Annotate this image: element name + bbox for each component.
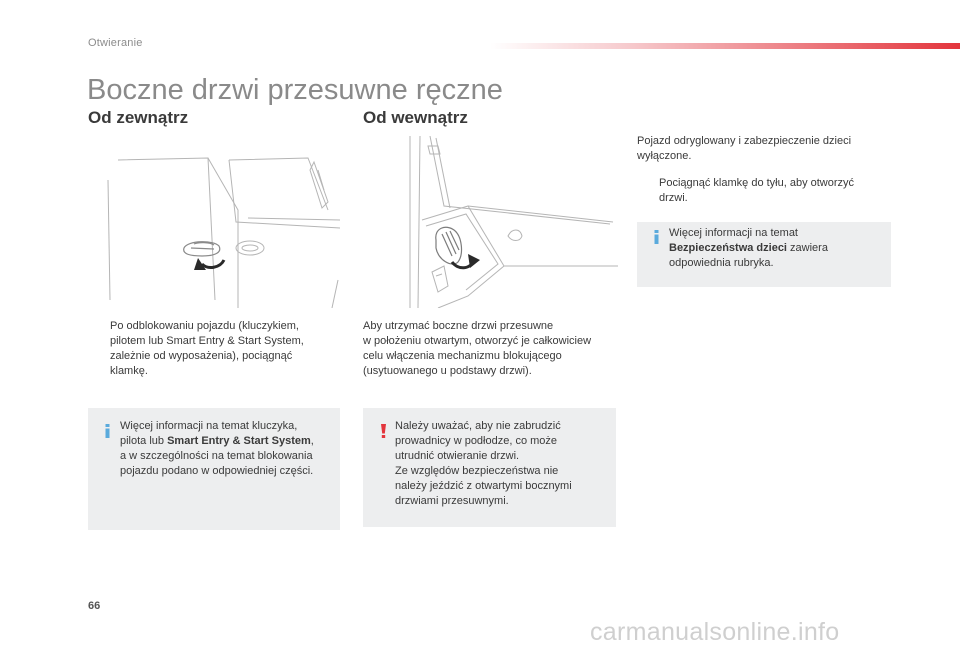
interior-door-handle-illustration bbox=[408, 136, 618, 308]
warning-icon bbox=[378, 424, 390, 438]
info-line: Więcej informacji na temat bbox=[669, 227, 798, 239]
left-bullet-line: Po odblokowaniu pojazdu (kluczykiem, bbox=[110, 320, 299, 332]
paragraph-line: celu włączenia mechanizmu blokującego bbox=[363, 350, 562, 362]
left-bullet-line: zależnie od wyposażenia), pociągnąć bbox=[110, 350, 293, 362]
info-bold-term: Bezpieczeństwa dzieci bbox=[669, 242, 787, 254]
info-line: , bbox=[310, 435, 314, 447]
left-bullet-line: klamkę. bbox=[110, 365, 148, 377]
info-line: pilota lub bbox=[120, 435, 168, 447]
info-bold-term: Smart Entry & Start System bbox=[167, 435, 311, 447]
info-icon bbox=[652, 230, 664, 244]
header-accent-bar bbox=[490, 43, 960, 49]
info-line: odpowiednia rubryka. bbox=[669, 257, 774, 269]
intro-line: Pojazd odryglowany i zabezpieczenie dzieci bbox=[637, 135, 852, 147]
info-line: zawiera bbox=[787, 242, 828, 254]
paragraph-line: Aby utrzymać boczne drzwi przesuwne bbox=[363, 320, 554, 332]
right-intro bbox=[637, 134, 892, 164]
intro-line: wyłączone. bbox=[637, 150, 692, 162]
info-line: a w szczególności na temat blokowania bbox=[120, 450, 313, 462]
info-icon bbox=[103, 424, 115, 438]
warning-line: prowadnicy w podłodze, co może bbox=[395, 435, 558, 447]
info-line: pojazdu podano w odpowiedniej części. bbox=[120, 465, 314, 477]
warning-line: utrudnić otwieranie drzwi. bbox=[395, 450, 520, 462]
left-bullet-line: pilotem lub Smart Entry & Start System, bbox=[110, 335, 304, 347]
info-box-child-safety bbox=[637, 222, 891, 287]
heading-outside: Od zewnątrz bbox=[88, 108, 189, 127]
warning-line: Należy uważać, aby nie zabrudzić bbox=[395, 420, 561, 432]
warning-line: drzwiami przesuwnymi. bbox=[395, 495, 509, 507]
warning-box bbox=[363, 408, 616, 527]
right-bullet-line: Pociągnąć klamkę do tyłu, aby otworzyć bbox=[659, 177, 855, 189]
info-line: Więcej informacji na temat kluczyka, bbox=[120, 420, 298, 432]
paragraph-line: (usytuowanego u podstawy drzwi). bbox=[363, 365, 532, 377]
info-box-key bbox=[88, 408, 340, 530]
heading-inside: Od wewnątrz bbox=[363, 108, 468, 127]
right-bullet-line: drzwi. bbox=[659, 192, 688, 204]
section-label: Otwieranie bbox=[88, 37, 143, 49]
watermark: carmanualsonline.info bbox=[590, 618, 840, 646]
paragraph-line: w położeniu otwartym, otworzyć je całkowiciew bbox=[363, 335, 592, 347]
page-number: 66 bbox=[88, 600, 101, 612]
page-title: Boczne drzwi przesuwne ręczne bbox=[87, 74, 503, 106]
bullet-marker bbox=[88, 319, 110, 379]
bullet-marker bbox=[637, 176, 659, 206]
right-bullet bbox=[637, 176, 892, 206]
middle-paragraph bbox=[363, 319, 618, 379]
exterior-door-handle-illustration bbox=[88, 150, 340, 308]
left-bullet bbox=[88, 319, 338, 379]
warning-line: Ze względów bezpieczeństwa nie bbox=[395, 465, 559, 477]
warning-line: należy jeździć z otwartymi bocznymi bbox=[395, 480, 572, 492]
